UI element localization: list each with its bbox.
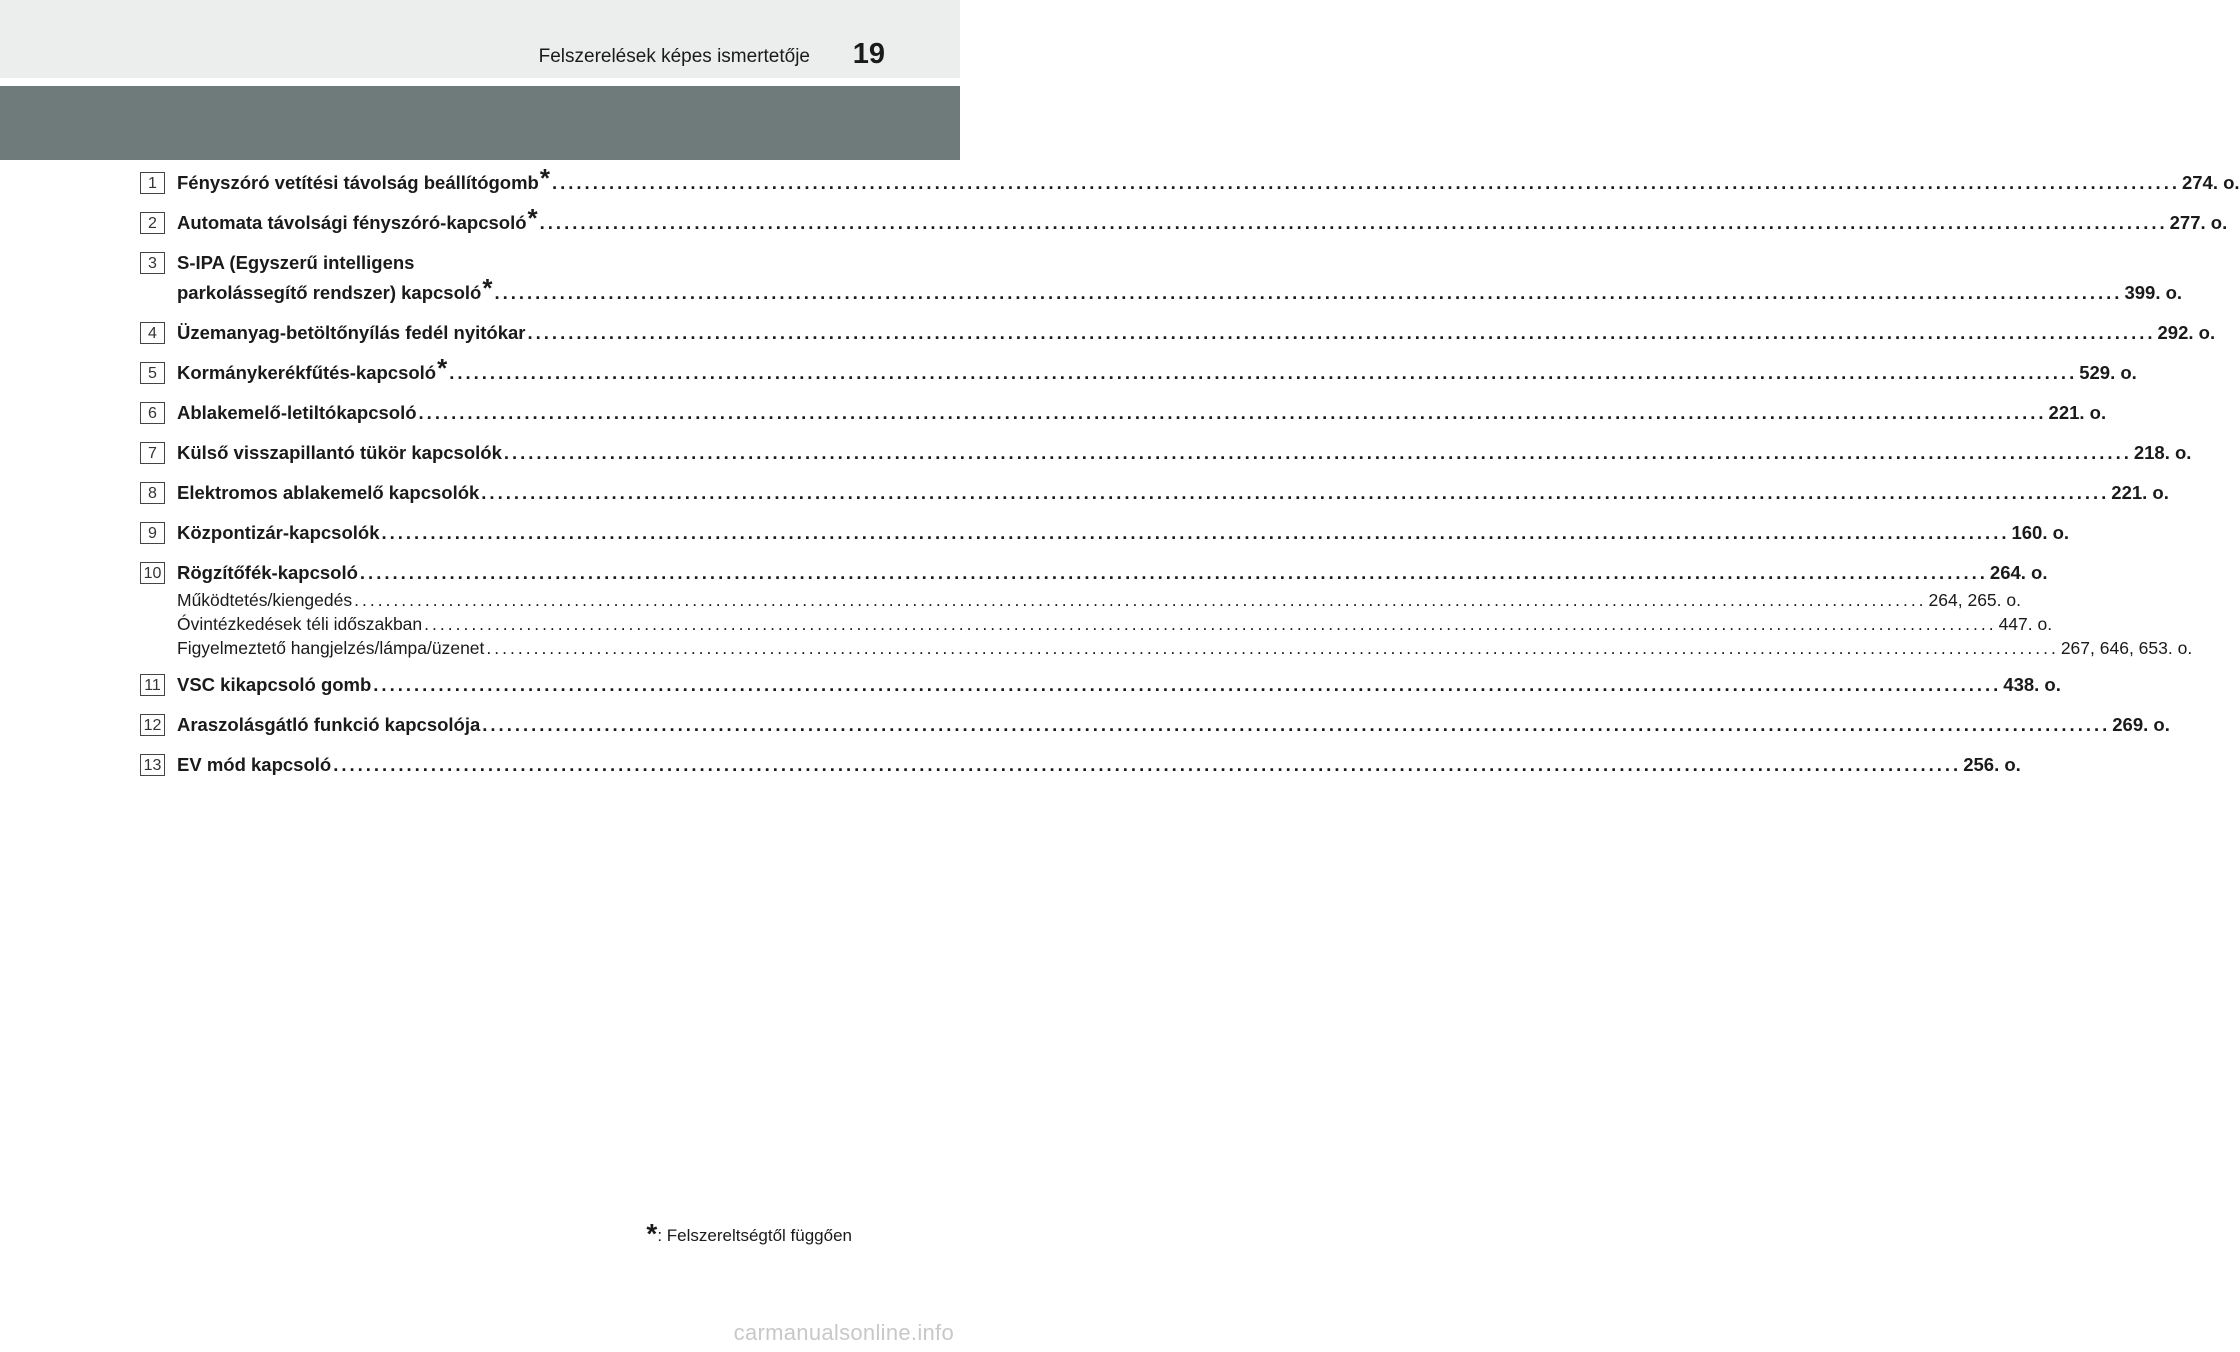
entry-page: 274. o.: [2181, 172, 2240, 193]
item-number-badge: 3: [140, 252, 165, 274]
entry-page: 277. o.: [2169, 212, 2228, 233]
sub-entry-label: Figyelmeztető hangjelzés/lámpa/üzenet: [177, 638, 485, 658]
dot-leader: ........................................................................................................................................................................................................: [527, 322, 2156, 343]
asterisk-icon: *: [539, 163, 550, 193]
asterisk-icon: *: [646, 1218, 658, 1249]
dot-leader: ........................................................................................................................................................................................................: [418, 402, 2047, 423]
entry-label: Araszolásgátló funkció kapcsolója: [177, 714, 481, 735]
entry-label: Elektromos ablakemelő kapcsolók: [177, 482, 480, 503]
entry-page: 269. o.: [2112, 714, 2170, 735]
sub-entry-label: Óvintézkedések téli időszakban: [177, 614, 423, 634]
entry-page: 221. o.: [2111, 482, 2169, 503]
watermark: carmanualsonline.info: [733, 1320, 954, 1345]
toc-entry-3[interactable]: [140, 248, 2183, 308]
entry-page: 529. o.: [2079, 362, 2137, 383]
entry-label-line1: S-IPA (Egyszerű intelligens: [177, 252, 415, 273]
dot-leader: ........................................................................................................................................................................................................: [424, 614, 1997, 634]
entry-label: Ablakemelő-letiltókapcsoló: [177, 402, 417, 423]
item-number-badge: 8: [140, 482, 165, 504]
dot-leader: ........................................................................................................................................................................................................: [354, 590, 1927, 610]
footnote-text: : Felszereltségtől függően: [657, 1226, 852, 1245]
toc-entry-2[interactable]: [140, 203, 2228, 238]
dot-leader: ........................................................................................................................................................................................................: [486, 638, 2059, 658]
entry-label: Fényszóró vetítési távolság beállítógomb*: [177, 163, 550, 193]
toc-entry-10[interactable]: [140, 558, 2193, 660]
sub-entry[interactable]: [177, 612, 2053, 636]
toc-entry-7[interactable]: [140, 438, 2192, 468]
sub-entry-page: 447. o.: [1998, 614, 2053, 634]
dot-leader: ........................................................................................................................................................................................................: [482, 714, 2111, 735]
entry-page: 292. o.: [2157, 322, 2216, 343]
entry-label: EV mód kapcsoló: [177, 754, 332, 775]
toc-entry-5[interactable]: [140, 353, 2137, 388]
toc-entry-1[interactable]: [140, 163, 2240, 198]
toc-entry-6[interactable]: [140, 398, 2107, 428]
footnote: [646, 1218, 852, 1249]
header-title: Felszerelések képes ismertetője: [538, 46, 810, 67]
item-number-badge: 2: [140, 212, 165, 234]
entry-page: 399. o.: [2124, 282, 2183, 303]
toc-entry-8[interactable]: [140, 478, 2169, 508]
asterisk-icon: *: [437, 353, 448, 383]
sub-entry-label: Működtetés/kiengedés: [177, 590, 353, 610]
sub-entry-list: [177, 588, 2193, 660]
dot-leader: ........................................................................................................................................................................................................: [373, 674, 2002, 695]
item-number-badge: 9: [140, 522, 165, 544]
header-band: [0, 86, 960, 160]
entry-page: 256. o.: [1963, 754, 2021, 775]
entry-label: Rögzítőfék-kapcsoló: [177, 562, 358, 583]
entry-label: parkolássegítő rendszer) kapcsoló*: [177, 273, 493, 303]
entry-label: Központizár-kapcsolók: [177, 522, 380, 543]
entry-label: Külső visszapillantó tükör kapcsolók: [177, 442, 502, 463]
entry-page: 218. o.: [2133, 442, 2192, 463]
entry-label: Üzemanyag-betöltőnyílás fedél nyitókar: [177, 322, 526, 343]
entry-label: VSC kikapcsoló gomb: [177, 674, 372, 695]
dot-leader: ........................................................................................................................................................................................................: [494, 282, 2123, 303]
sub-entry-page: 267, 646, 653. o.: [2060, 638, 2193, 658]
sub-entry[interactable]: [177, 588, 2021, 612]
toc-entry-12[interactable]: [140, 710, 2170, 740]
dot-leader: ........................................................................................................................................................................................................: [481, 482, 2110, 503]
entry-page: 438. o.: [2003, 674, 2061, 695]
table-of-contents: [140, 163, 2240, 790]
dot-leader: ........................................................................................................................................................................................................: [359, 562, 1988, 583]
item-number-badge: 1: [140, 172, 165, 194]
page-header: [0, 0, 960, 78]
item-number-badge: 11: [140, 674, 165, 696]
item-number-badge: 4: [140, 322, 165, 344]
dot-leader: ........................................................................................................................................................................................................: [333, 754, 1962, 775]
asterisk-icon: *: [527, 203, 538, 233]
item-number-badge: 13: [140, 754, 165, 776]
entry-page: 160. o.: [2011, 522, 2070, 543]
toc-entry-13[interactable]: [140, 750, 2021, 780]
dot-leader: ........................................................................................................................................................................................................: [381, 522, 2010, 543]
asterisk-icon: *: [482, 273, 493, 303]
toc-entry-11[interactable]: [140, 670, 2061, 700]
entry-page: 264. o.: [1989, 562, 2048, 583]
dot-leader: ........................................................................................................................................................................................................: [552, 172, 2180, 193]
sub-entry[interactable]: [177, 636, 2193, 660]
entry-page: 221. o.: [2048, 402, 2107, 423]
page-number: 19: [852, 38, 885, 70]
dot-leader: ........................................................................................................................................................................................................: [449, 362, 2078, 383]
toc-entry-4[interactable]: [140, 318, 2216, 348]
dot-leader: ........................................................................................................................................................................................................: [539, 212, 2168, 233]
item-number-badge: 6: [140, 402, 165, 424]
item-number-badge: 12: [140, 714, 165, 736]
entry-label: Automata távolsági fényszóró-kapcsoló*: [177, 203, 538, 233]
item-number-badge: 10: [140, 562, 165, 584]
item-number-badge: 5: [140, 362, 165, 384]
entry-label: Kormánykerékfűtés-kapcsoló*: [177, 353, 448, 383]
dot-leader: ........................................................................................................................................................................................................: [503, 442, 2132, 463]
toc-entry-9[interactable]: [140, 518, 2070, 548]
sub-entry-page: 264, 265. o.: [1928, 590, 2021, 610]
item-number-badge: 7: [140, 442, 165, 464]
